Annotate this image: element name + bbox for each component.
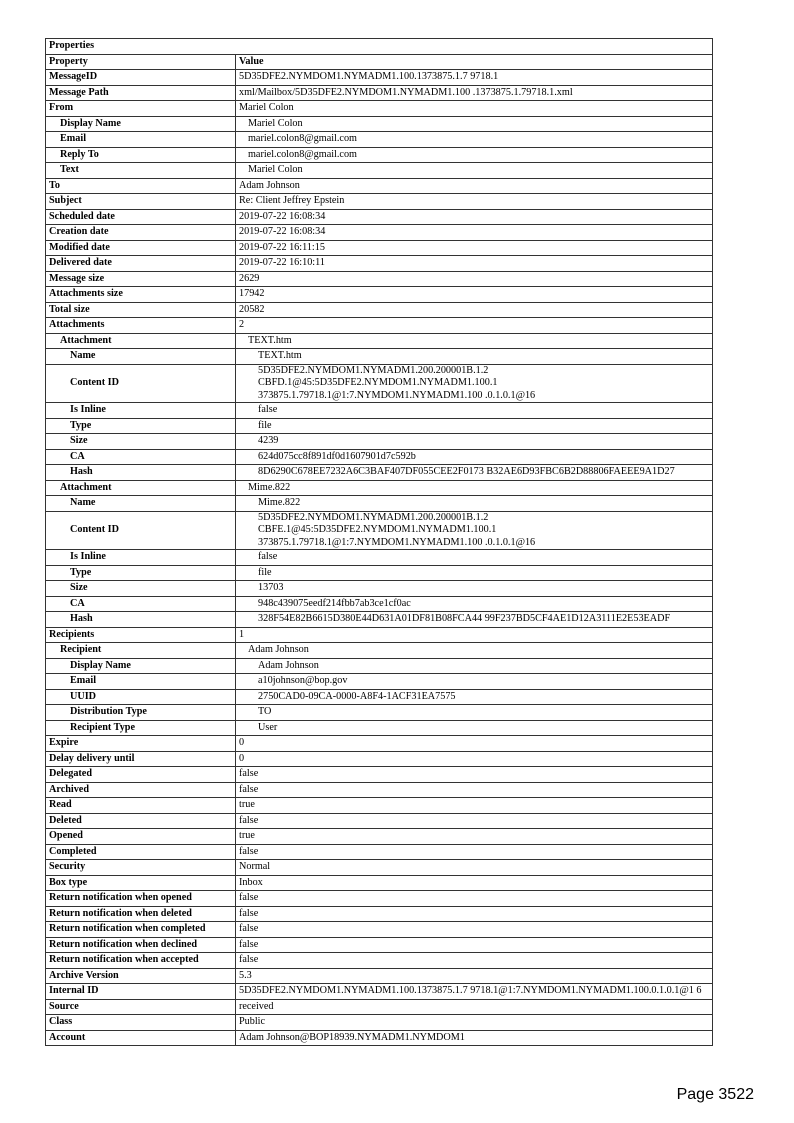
property-value: [236, 333, 713, 349]
property-label: Hash: [46, 612, 236, 628]
property-value: [236, 287, 713, 303]
property-value: [236, 209, 713, 225]
table-row: [46, 101, 713, 117]
table-row: [46, 844, 713, 860]
property-label: Return notification when completed: [46, 922, 236, 938]
property-value: [236, 163, 713, 179]
property-value: [236, 751, 713, 767]
table-row: [46, 736, 713, 752]
value-line: 13703: [258, 582, 284, 593]
property-label: Total size: [46, 302, 236, 318]
property-label: Modified date: [46, 240, 236, 256]
table-row: [46, 256, 713, 272]
property-label: Content ID: [46, 364, 236, 403]
value-line: 17942: [239, 288, 265, 299]
value-line: TEXT.htm: [258, 350, 302, 361]
property-value: [236, 85, 713, 101]
property-value: [236, 720, 713, 736]
table-row: [46, 984, 713, 1000]
property-value: [236, 891, 713, 907]
value-line: 1: [239, 628, 245, 640]
value-line: 624d075cc8f891df0d1607901d7c592b: [258, 450, 416, 462]
table-row: [46, 511, 713, 550]
property-label: To: [46, 178, 236, 194]
property-value: [236, 658, 713, 674]
property-label: Attachment: [46, 333, 236, 349]
table-row: [46, 612, 713, 628]
value-line: 5D35DFE2.NYMDOM1.NYMADM1.100.1373875.1.7 9718.1@1:7.NYMDOM1.NYMADM1.100.0.1.0.1@1 6: [239, 985, 702, 996]
value-line: 373875.1.79718.1@1:7.NYMDOM1.NYMADM1.100 .0.1.0.1@16: [258, 536, 536, 548]
table-row: [46, 813, 713, 829]
property-value: [236, 511, 713, 550]
table-row: [46, 449, 713, 465]
table-row: [46, 287, 713, 303]
value-line: 5D35DFE2.NYMDOM1.NYMADM1.200.200001B.1.2: [258, 511, 489, 523]
table-row: [46, 953, 713, 969]
value-line: 8D6290C678EE7232A6C3BAF407DF055CEE2F0173 B32AE6D93FBC6B2D88806FAEEE9A1D27: [258, 466, 675, 477]
table-row: [46, 364, 713, 403]
value-line: 2019-07-22 16:08:34: [239, 210, 326, 222]
table-row: [46, 116, 713, 132]
table-row: [46, 209, 713, 225]
property-label: Content ID: [46, 511, 236, 550]
property-value: [236, 829, 713, 845]
value-line: 2750CAD0-09CA-0000-A8F4-1ACF31EA7575: [258, 690, 456, 702]
property-label: CA: [46, 449, 236, 465]
table-row: [46, 1030, 713, 1046]
value-line: 2019-07-22 16:11:15: [239, 241, 325, 253]
property-value: [236, 798, 713, 814]
header-property: Property: [46, 54, 236, 70]
value-line: false: [239, 907, 259, 919]
property-value: [236, 1030, 713, 1046]
table-row: [46, 496, 713, 512]
table-row: [46, 550, 713, 566]
property-value: [236, 349, 713, 365]
property-value: [236, 147, 713, 163]
property-label: Security: [46, 860, 236, 876]
table-row: [46, 596, 713, 612]
property-label: Box type: [46, 875, 236, 891]
property-label: Source: [46, 999, 236, 1015]
value-line: 2629: [239, 272, 260, 284]
property-label: Creation date: [46, 225, 236, 241]
property-label: Text: [46, 163, 236, 179]
property-label: Name: [46, 349, 236, 365]
property-label: CA: [46, 596, 236, 612]
property-label: Account: [46, 1030, 236, 1046]
table-row: [46, 829, 713, 845]
property-value: [236, 999, 713, 1015]
property-value: [236, 968, 713, 984]
value-line: Adam Johnson@BOP18939.NYMADM1.NYMDOM1: [239, 1031, 465, 1043]
property-value: [236, 581, 713, 597]
value-line: 2019-07-22 16:08:34: [239, 226, 326, 237]
table-row: [46, 999, 713, 1015]
value-line: mariel.colon8@gmail.com: [248, 133, 357, 144]
value-line: Public: [239, 1016, 266, 1027]
property-label: Attachment: [46, 480, 236, 496]
value-line: Mariel Colon: [239, 102, 294, 113]
property-label: Scheduled date: [46, 209, 236, 225]
table-row: [46, 85, 713, 101]
value-line: false: [239, 923, 259, 934]
property-label: Internal ID: [46, 984, 236, 1000]
page-number: Page 3522: [676, 1086, 754, 1103]
value-line: CBFD.1@45:5D35DFE2.NYMDOM1.NYMADM1.100.1: [258, 377, 498, 388]
value-line: Adam Johnson: [239, 179, 300, 191]
property-value: [236, 496, 713, 512]
property-label: Opened: [46, 829, 236, 845]
table-row: [46, 891, 713, 907]
property-label: Recipient Type: [46, 720, 236, 736]
table-row: [46, 271, 713, 287]
property-value: [236, 643, 713, 659]
value-line: 2019-07-22 16:10:11: [239, 257, 325, 268]
value-line: xml/Mailbox/5D35DFE2.NYMDOM1.NYMADM1.100 .1373875.1.79718.1.xml: [239, 86, 573, 98]
value-line: Adam Johnson: [258, 659, 319, 671]
table-title: Properties: [46, 39, 713, 55]
property-label: UUID: [46, 689, 236, 705]
table-row: [46, 922, 713, 938]
value-line: CBFE.1@45:5D35DFE2.NYMDOM1.NYMADM1.100.1: [258, 524, 497, 535]
property-label: Return notification when deleted: [46, 906, 236, 922]
value-line: true: [239, 830, 255, 841]
property-value: [236, 403, 713, 419]
property-value: [236, 813, 713, 829]
table-row: [46, 705, 713, 721]
value-line: Mime.822: [248, 481, 291, 493]
property-label: Completed: [46, 844, 236, 860]
property-value: [236, 271, 713, 287]
value-line: TEXT.htm: [248, 334, 292, 346]
property-value: [236, 240, 713, 256]
table-row: [46, 643, 713, 659]
property-value: [236, 318, 713, 334]
table-row: [46, 906, 713, 922]
table-row: [46, 349, 713, 365]
value-line: a10johnson@bop.gov: [258, 675, 348, 686]
value-line: 373875.1.79718.1@1:7.NYMDOM1.NYMADM1.100 .0.1.0.1@16: [258, 389, 536, 401]
property-value: [236, 937, 713, 953]
property-value: [236, 434, 713, 450]
property-label: Size: [46, 434, 236, 450]
table-row: [46, 240, 713, 256]
table-row: [46, 658, 713, 674]
property-value: [236, 70, 713, 86]
value-line: false: [239, 892, 259, 903]
value-line: 948c439075eedf214fbb7ab3ce1cf0ac: [258, 597, 411, 609]
property-value: [236, 178, 713, 194]
table-row: [46, 860, 713, 876]
table-row: [46, 937, 713, 953]
property-label: Name: [46, 496, 236, 512]
property-value: [236, 256, 713, 272]
table-row: [46, 767, 713, 783]
property-label: Is Inline: [46, 550, 236, 566]
property-value: [236, 364, 713, 403]
property-label: Reply To: [46, 147, 236, 163]
property-label: Distribution Type: [46, 705, 236, 721]
property-label: Attachments: [46, 318, 236, 334]
property-label: Recipients: [46, 627, 236, 643]
property-label: Size: [46, 581, 236, 597]
property-label: Subject: [46, 194, 236, 210]
value-line: 5D35DFE2.NYMDOM1.NYMADM1.100.1373875.1.7 9718.1: [239, 71, 499, 82]
value-line: Normal: [239, 861, 271, 872]
property-label: Message Path: [46, 85, 236, 101]
property-value: [236, 194, 713, 210]
property-label: Delay delivery until: [46, 751, 236, 767]
property-value: [236, 480, 713, 496]
table-row: [46, 565, 713, 581]
property-value: [236, 465, 713, 481]
table-title-row: [46, 39, 713, 55]
table-row: [46, 333, 713, 349]
table-row: [46, 418, 713, 434]
property-value: [236, 736, 713, 752]
property-value: [236, 550, 713, 566]
value-line: false: [239, 954, 259, 965]
properties-table: [45, 38, 713, 1046]
table-row: [46, 798, 713, 814]
property-value: [236, 844, 713, 860]
property-label: Type: [46, 565, 236, 581]
value-line: 20582: [239, 303, 265, 315]
property-value: [236, 101, 713, 117]
property-label: Deleted: [46, 813, 236, 829]
property-value: [236, 116, 713, 132]
property-label: Read: [46, 798, 236, 814]
property-value: [236, 705, 713, 721]
property-value: [236, 674, 713, 690]
property-label: Return notification when declined: [46, 937, 236, 953]
value-line: false: [239, 783, 259, 795]
value-line: Inbox: [239, 876, 263, 888]
table-row: [46, 318, 713, 334]
value-line: TO: [258, 706, 272, 717]
value-line: Re: Client Jeffrey Epstein: [239, 195, 345, 206]
property-value: [236, 906, 713, 922]
property-label: Expire: [46, 736, 236, 752]
value-line: false: [258, 551, 278, 562]
property-label: Return notification when opened: [46, 891, 236, 907]
value-line: file: [258, 566, 272, 578]
property-label: Email: [46, 132, 236, 148]
property-value: [236, 782, 713, 798]
value-line: 0: [239, 737, 245, 748]
value-line: Mariel Colon: [248, 117, 303, 129]
property-value: [236, 922, 713, 938]
table-row: [46, 178, 713, 194]
value-line: received: [239, 1000, 274, 1012]
table-row: [46, 132, 713, 148]
property-label: Attachments size: [46, 287, 236, 303]
table-row: [46, 689, 713, 705]
value-line: Mime.822: [258, 497, 301, 508]
property-value: [236, 767, 713, 783]
property-label: Hash: [46, 465, 236, 481]
value-line: User: [258, 721, 278, 733]
property-value: [236, 860, 713, 876]
value-line: mariel.colon8@gmail.com: [248, 148, 357, 160]
table-row: [46, 163, 713, 179]
property-value: [236, 449, 713, 465]
property-value: [236, 596, 713, 612]
table-row: [46, 581, 713, 597]
property-label: Email: [46, 674, 236, 690]
property-label: From: [46, 101, 236, 117]
property-label: MessageID: [46, 70, 236, 86]
table-header-row: [46, 54, 713, 70]
property-label: Delegated: [46, 767, 236, 783]
property-label: Return notification when accepted: [46, 953, 236, 969]
value-line: file: [258, 419, 272, 431]
property-label: Archive Version: [46, 968, 236, 984]
property-value: [236, 565, 713, 581]
property-label: Recipient: [46, 643, 236, 659]
table-row: [46, 875, 713, 891]
table-row: [46, 70, 713, 86]
table-row: [46, 465, 713, 481]
property-value: [236, 225, 713, 241]
value-line: 0: [239, 752, 245, 764]
table-row: [46, 720, 713, 736]
table-row: [46, 968, 713, 984]
value-line: false: [239, 768, 259, 779]
property-label: Archived: [46, 782, 236, 798]
table-row: [46, 480, 713, 496]
table-row: [46, 194, 713, 210]
value-line: false: [239, 814, 259, 826]
property-label: Type: [46, 418, 236, 434]
value-line: Adam Johnson: [248, 644, 309, 655]
value-line: 4239: [258, 435, 279, 446]
property-value: [236, 984, 713, 1000]
property-label: Display Name: [46, 658, 236, 674]
property-label: Delivered date: [46, 256, 236, 272]
value-line: 2: [239, 319, 245, 330]
property-value: [236, 132, 713, 148]
property-value: [236, 875, 713, 891]
table-row: [46, 403, 713, 419]
table-row: [46, 225, 713, 241]
table-row: [46, 627, 713, 643]
table-row: [46, 782, 713, 798]
property-label: Message size: [46, 271, 236, 287]
value-line: false: [258, 404, 278, 415]
property-value: [236, 627, 713, 643]
table-row: [46, 302, 713, 318]
table-row: [46, 751, 713, 767]
property-label: Class: [46, 1015, 236, 1031]
value-line: false: [239, 845, 259, 857]
value-line: Mariel Colon: [248, 164, 303, 175]
property-value: [236, 953, 713, 969]
property-value: [236, 612, 713, 628]
property-label: Is Inline: [46, 403, 236, 419]
table-row: [46, 1015, 713, 1031]
property-value: [236, 302, 713, 318]
value-line: true: [239, 799, 255, 810]
value-line: 328F54E82B6615D380E44D631A01DF81B08FCA44 99F237BD5CF4AE1D12A3111E2E53EADF: [258, 613, 671, 624]
header-value: Value: [236, 54, 713, 70]
table-row: [46, 674, 713, 690]
property-value: [236, 418, 713, 434]
property-label: Display Name: [46, 116, 236, 132]
value-line: 5D35DFE2.NYMDOM1.NYMADM1.200.200001B.1.2: [258, 364, 489, 376]
table-row: [46, 434, 713, 450]
table-row: [46, 147, 713, 163]
value-line: false: [239, 938, 259, 950]
value-line: 5.3: [239, 969, 252, 981]
property-value: [236, 689, 713, 705]
property-value: [236, 1015, 713, 1031]
